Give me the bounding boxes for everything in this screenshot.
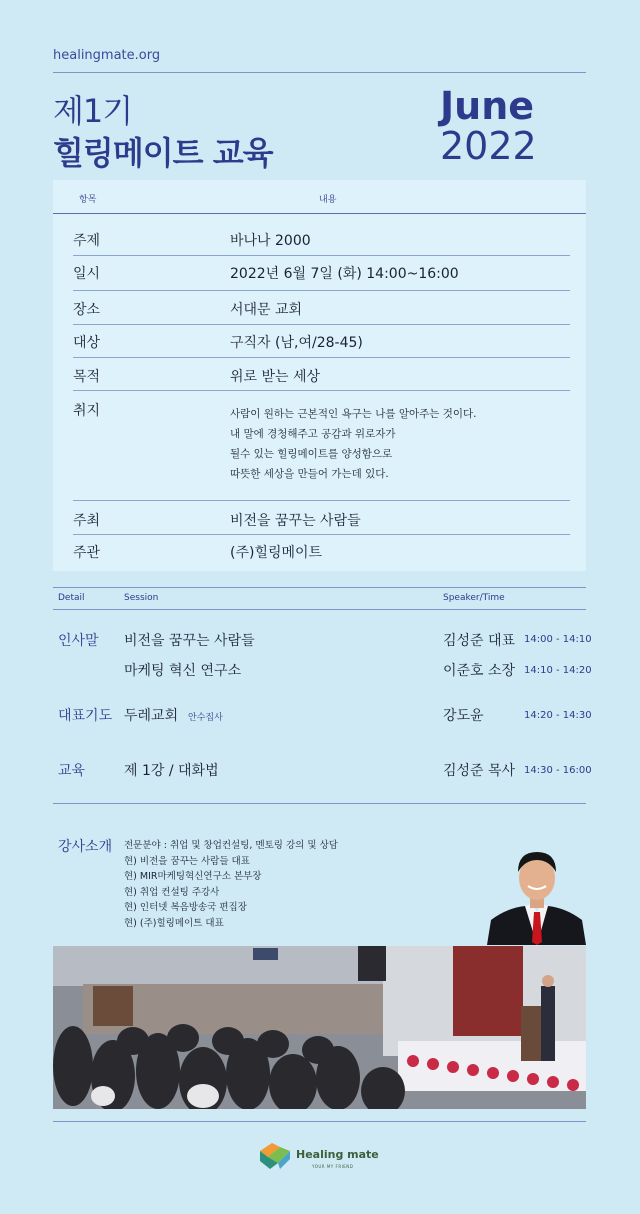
col-header-speaker-time: Speaker/Time <box>443 593 505 603</box>
session-title: 마케팅 혁신 연구소 <box>124 663 242 679</box>
row-label-target: 대상 <box>73 335 101 351</box>
speaker-name: 김성준 대표 <box>443 633 516 649</box>
divider <box>53 1121 586 1122</box>
purpose-line: 될수 있는 힐링메이트를 양성함으로 <box>230 448 393 460</box>
instructor-bio <box>124 838 338 931</box>
bio-line: 현) MIR마케팅혁신연구소 본부장 <box>124 871 262 882</box>
instructor-title: 강사소개 <box>58 839 113 855</box>
session-time: 14:00 - 14:10 <box>524 634 592 645</box>
date-month: June <box>440 84 535 128</box>
bio-line: 전문분야 : 취업 및 창업컨설팅, 멘토링 강의 및 상담 <box>124 840 338 851</box>
speaker-name: 김성준 목사 <box>443 763 516 779</box>
bio-line: 현) 인터넷 복음방송국 편집장 <box>124 902 247 913</box>
col-header-content: 내용 <box>319 195 337 205</box>
row-value-host: 비전을 꿈꾸는 사람들 <box>230 513 361 529</box>
info-table <box>53 180 586 571</box>
row-label-goal: 목적 <box>73 369 101 385</box>
row-label-host: 주최 <box>73 513 101 529</box>
section-greeting: 인사말 <box>58 633 99 649</box>
row-label-datetime: 일시 <box>73 266 101 282</box>
row-label-venue: 장소 <box>73 302 101 318</box>
site-url[interactable]: healingmate.org <box>53 48 161 63</box>
bio-line: 현) 비전을 꿈꾸는 사람들 대표 <box>124 855 250 867</box>
row-label-purpose: 취지 <box>73 403 101 419</box>
session-time: 14:30 - 16:00 <box>524 765 592 776</box>
section-prayer: 대표기도 <box>58 708 113 724</box>
row-value-purpose <box>230 404 477 484</box>
divider <box>53 609 586 610</box>
row-value-topic: 바나나 2000 <box>230 233 311 249</box>
brand-tagline: YOUR MY FRIEND <box>312 1164 354 1169</box>
purpose-line: 내 말에 경청해주고 공감과 위로자가 <box>230 428 396 440</box>
session-title: 두레교회 <box>124 708 179 724</box>
purpose-line: 사람이 원하는 근본적인 욕구는 나를 알아주는 것이다. <box>230 408 477 420</box>
session-title: 제 1강 / 대화법 <box>124 763 219 779</box>
session-time: 14:20 - 14:30 <box>524 710 592 721</box>
row-value-goal: 위로 받는 세상 <box>230 369 321 385</box>
brand-logo-icon <box>258 1141 292 1175</box>
row-divider <box>73 290 570 291</box>
col-header-session: Session <box>124 593 159 603</box>
row-value-venue: 서대문 교회 <box>230 302 303 318</box>
col-header-item: 항목 <box>79 195 97 205</box>
header-divider <box>53 213 586 214</box>
row-label-organizer: 주관 <box>73 545 101 561</box>
page-title-line2: 힐링메이트 교육 <box>53 134 273 172</box>
bio-line: 현) 취업 컨설팅 주강사 <box>124 886 220 898</box>
divider <box>53 803 586 804</box>
purpose-line: 따뜻한 세상을 만들어 가는데 있다. <box>230 468 389 480</box>
event-photo <box>53 946 586 1109</box>
session-time: 14:10 - 14:20 <box>524 665 592 676</box>
brand-name: Healing mate <box>296 1148 379 1161</box>
row-value-organizer: (주)힐링메이트 <box>230 545 323 561</box>
row-divider <box>73 324 570 325</box>
row-divider <box>73 390 570 391</box>
bio-line: 현) (주)힐링메이트 대표 <box>124 917 224 929</box>
section-education: 교육 <box>58 763 86 779</box>
row-value-datetime: 2022년 6월 7일 (화) 14:00~16:00 <box>230 266 459 282</box>
row-divider <box>73 534 570 535</box>
instructor-portrait <box>487 842 586 945</box>
page-title-line1: 제1기 <box>53 92 133 130</box>
speaker-name: 이준호 소장 <box>443 663 516 679</box>
speaker-name: 강도윤 <box>443 708 484 724</box>
col-header-detail: Detail <box>58 593 85 603</box>
session-title: 비전을 꿈꾸는 사람들 <box>124 633 255 649</box>
session-note: 안수집사 <box>188 713 223 723</box>
row-label-topic: 주제 <box>73 233 101 249</box>
row-value-target: 구직자 (남,여/28-45) <box>230 335 363 351</box>
divider <box>53 587 586 588</box>
divider <box>53 72 586 73</box>
date-year: 2022 <box>440 124 537 168</box>
row-divider <box>73 357 570 358</box>
row-divider <box>73 500 570 501</box>
row-divider <box>73 255 570 256</box>
